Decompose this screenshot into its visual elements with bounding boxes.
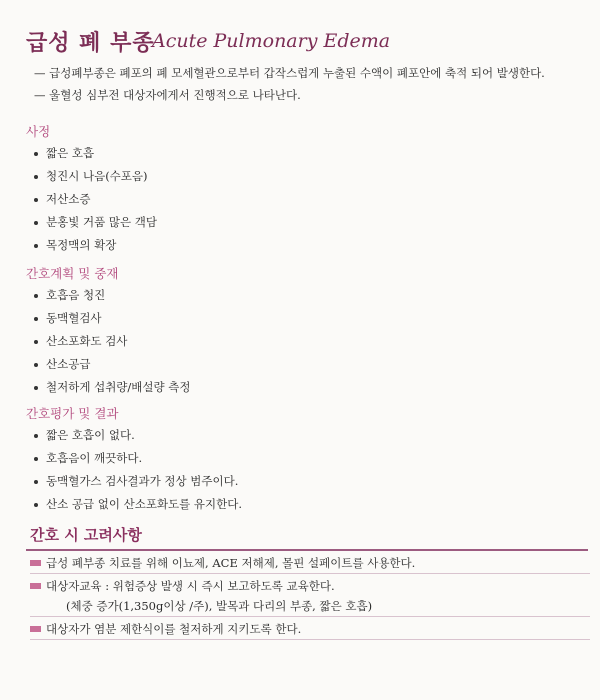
considerations-title: 간호 시 고려사항 (30, 526, 142, 544)
bullet-icon (34, 317, 38, 321)
section-title: 사정 (26, 124, 51, 139)
marker-icon (30, 583, 41, 589)
bullet-icon (34, 457, 38, 461)
bullet-icon (34, 294, 38, 298)
list-item: 짧은 호흡 (26, 142, 157, 165)
marker-icon (30, 626, 41, 632)
bullet-icon (34, 503, 38, 507)
bullet-icon (34, 434, 38, 438)
bullet-icon (34, 244, 38, 248)
consideration-item: 대상자교육 : 위험증상 발생 시 즉시 보고하도록 교육한다. (체중 증가(1,350g이상 /주), 발목과 다리의 부종, 짧은 호흡) (30, 576, 590, 616)
intro-line: — 울혈성 심부전 대상자에게서 진행적으로 나타난다. (34, 88, 301, 102)
section-assessment (26, 122, 157, 257)
page-title-english: Acute Pulmonary Edema (152, 30, 391, 52)
divider (30, 573, 590, 574)
list-item: 청진시 나음(수포음) (26, 165, 157, 188)
list-item: 산소공급 (26, 353, 191, 376)
section-evaluation (26, 404, 242, 516)
list-item: 호흡음 청진 (26, 284, 191, 307)
bullet-list (26, 424, 242, 516)
list-item: 산소포화도 검사 (26, 330, 191, 353)
divider (30, 616, 590, 617)
list-item: 저산소증 (26, 188, 157, 211)
intro-line: — 급성폐부종은 폐포의 폐 모세혈관으로부터 갑작스럽게 누출된 수액이 폐포안에 축적 되어 발생한다. (34, 66, 545, 80)
bullet-list (26, 284, 191, 399)
list-item: 동맥혈검사 (26, 307, 191, 330)
list-item: 분홍빛 거품 많은 객담 (26, 211, 157, 234)
consideration-item: 급성 폐부종 치료를 위해 이뇨제, ACE 저해제, 몰핀 설페이트를 사용한다. (30, 553, 590, 573)
bullet-icon (34, 480, 38, 484)
bullet-icon (34, 363, 38, 367)
list-item: 짧은 호흡이 없다. (26, 424, 242, 447)
divider (30, 639, 590, 640)
marker-icon (30, 560, 41, 566)
divider (26, 549, 588, 551)
list-item: 목정맥의 확장 (26, 234, 157, 257)
bullet-icon (34, 221, 38, 225)
page-title: 급성 폐 부종 (26, 31, 155, 56)
bullet-icon (34, 340, 38, 344)
consideration-item: 대상자가 염분 제한식이를 철저하게 지키도록 한다. (30, 619, 590, 639)
list-item: 동맥혈가스 검사결과가 정상 범주이다. (26, 470, 242, 493)
bullet-icon (34, 386, 38, 390)
bullet-icon (34, 198, 38, 202)
list-item: 산소 공급 없이 산소포화도를 유지한다. (26, 493, 242, 516)
list-item: 철저하게 섭취량/배설량 측정 (26, 376, 191, 399)
list-item: 호흡음이 깨끗하다. (26, 447, 242, 470)
intro (34, 62, 545, 106)
section-title: 간호계획 및 중재 (26, 266, 119, 281)
bullet-icon (34, 175, 38, 179)
section-title: 간호평가 및 결과 (26, 406, 119, 421)
considerations-list (30, 553, 590, 642)
bullet-list (26, 142, 157, 257)
section-nursing-plan (26, 264, 191, 399)
bullet-icon (34, 152, 38, 156)
